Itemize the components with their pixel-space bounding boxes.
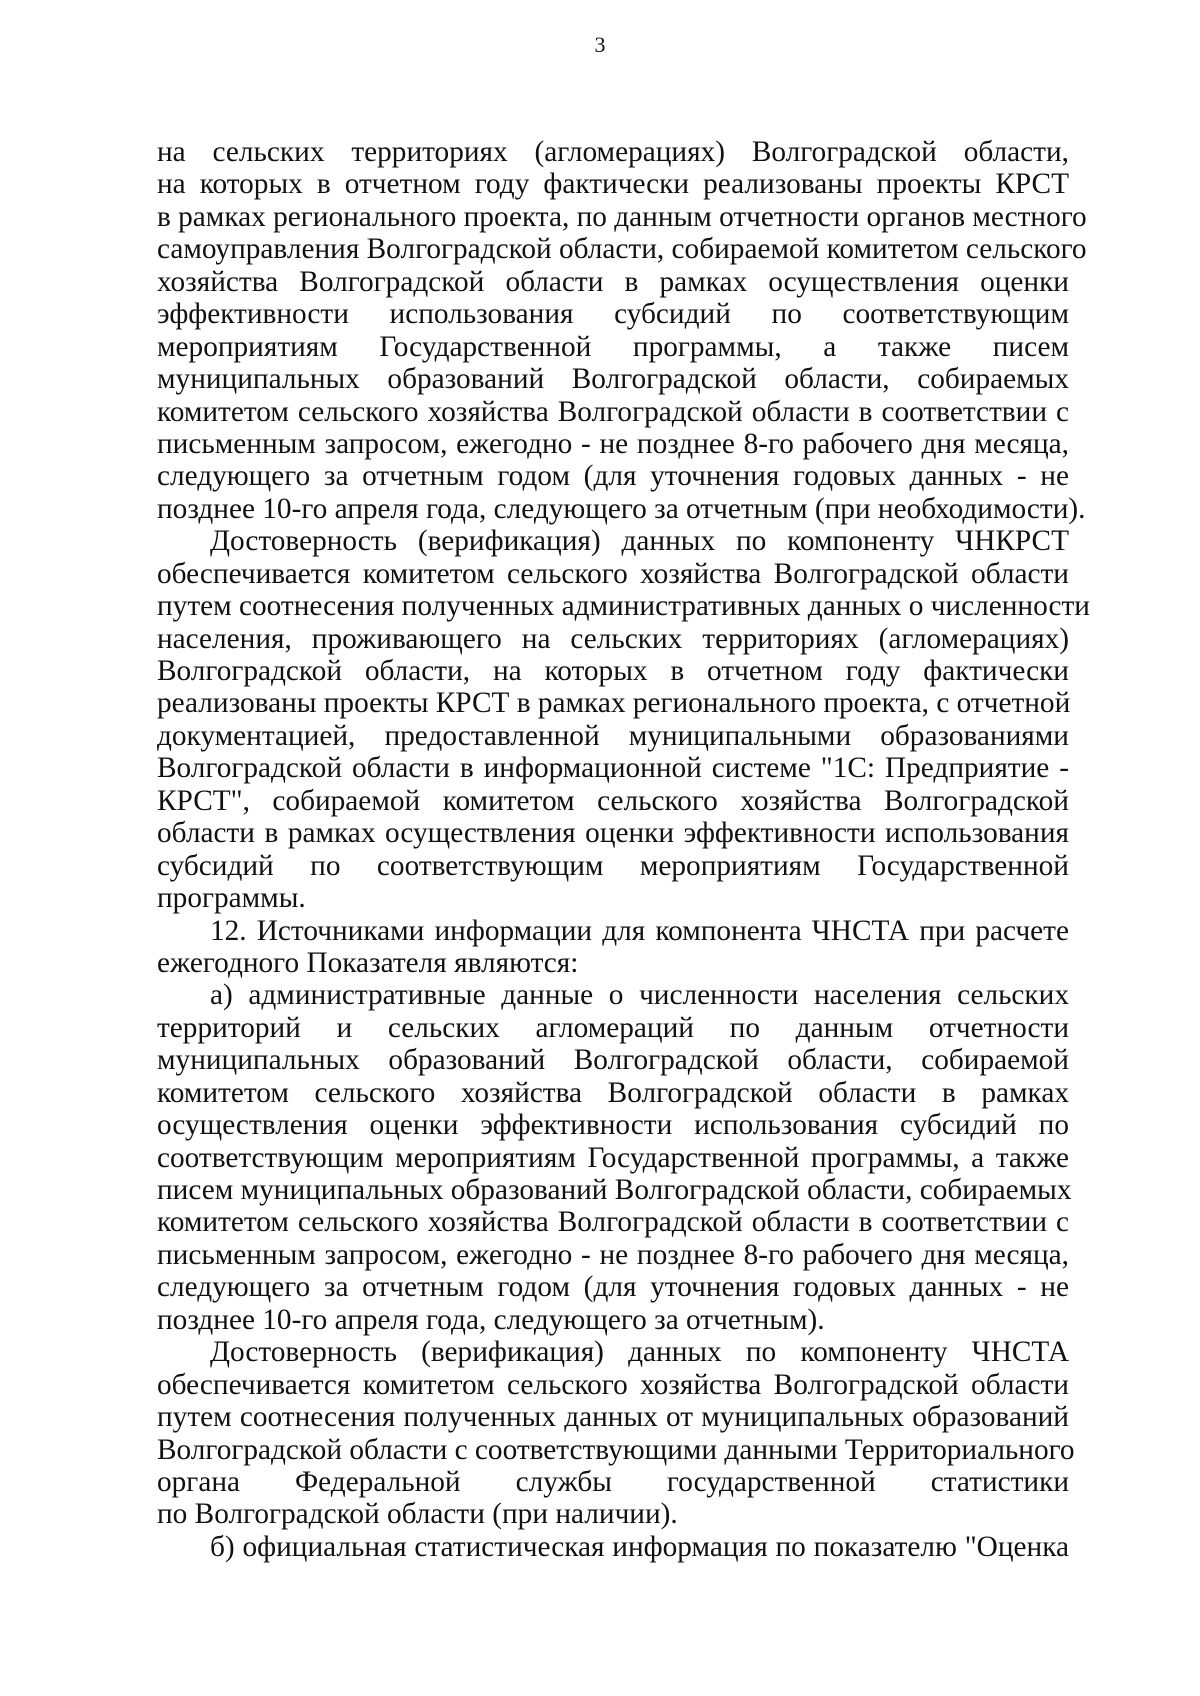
text-line: следующего за отчетным годом (для уточнения годовых данных - не <box>157 1271 1069 1304</box>
text-line: комитетом сельского хозяйства Волгоградской области в соответствии с <box>157 395 1069 428</box>
text-line: субсидий по соответствующим мероприятиям Государственной <box>157 849 1069 882</box>
text-line: Волгоградской области, на которых в отчетном году фактически <box>157 655 1069 687</box>
text-line: письменным запросом, ежегодно - не позднее 8-го рабочего дня месяца, <box>157 427 1069 460</box>
document-body <box>157 136 1090 1563</box>
text-line: Волгоградской области в информационной системе "1С: Предприятие - <box>157 752 1069 785</box>
text-line: на которых в отчетном году фактически реализованы проекты КРСТ <box>157 168 1069 201</box>
text-line: мероприятиям Государственной программы, а также писем <box>157 330 1069 363</box>
text-line: органа Федеральной службы государственной статистики <box>157 1465 1069 1498</box>
text-line: муниципальных образований Волгоградской области, собираемой <box>157 1044 1069 1077</box>
text-line: реализованы проекты КРСТ в рамках регионального проекта, с отчетной <box>157 687 1071 720</box>
text-line: программы. <box>157 882 306 915</box>
text-line: области в рамках осуществления оценки эффективности использования <box>157 817 1069 850</box>
text-line: Волгоградской области с соответствующими данными Территориального <box>157 1433 1075 1466</box>
text-line: позднее 10-го апреля года, следующего за отчетным). <box>157 1303 825 1336</box>
text-line: на сельских территориях (агломерациях) Волгоградской области, <box>157 136 1069 168</box>
text-line: обеспечивается комитетом сельского хозяйства Волгоградской области <box>157 1368 1069 1401</box>
text-line: соответствующим мероприятиям Государственной программы, а также <box>157 1141 1069 1174</box>
text-line: обеспечивается комитетом сельского хозяйства Волгоградской области <box>157 557 1069 590</box>
text-line: хозяйства Волгоградской области в рамках осуществления оценки <box>157 265 1069 298</box>
text-line: путем соотнесения полученных данных от муниципальных образований <box>157 1401 1069 1434</box>
text-line: по Волгоградской области (при наличии). <box>157 1498 678 1531</box>
paragraph-first-line: Достоверность (верификация) данных по компоненту ЧНКРСТ <box>210 525 1069 558</box>
text-line: следующего за отчетным годом (для уточнения годовых данных - не <box>157 460 1069 493</box>
text-line: комитетом сельского хозяйства Волгоградской области в рамках <box>157 1076 1069 1109</box>
paragraph-first-line: Достоверность (верификация) данных по компоненту ЧНСТА <box>210 1336 1069 1369</box>
paragraph-first-line: б) официальная статистическая информация по показателю "Оценка <box>210 1530 1069 1563</box>
paragraph-first-line: 12. Источниками информации для компонента ЧНСТА при расчете <box>210 914 1069 947</box>
text-line: территорий и сельских агломераций по данным отчетности <box>157 1011 1069 1044</box>
text-line: писем муниципальных образований Волгоградской области, собираемых <box>157 1174 1072 1206</box>
text-line: населения, проживающего на сельских территориях (агломерациях) <box>157 622 1069 655</box>
text-line: осуществления оценки эффективности использования субсидий по <box>157 1109 1069 1142</box>
text-line: письменным запросом, ежегодно - не позднее 8-го рабочего дня месяца, <box>157 1238 1069 1271</box>
text-line: КРСТ", собираемой комитетом сельского хозяйства Волгоградской <box>157 784 1069 817</box>
page-number: 3 <box>594 32 606 57</box>
text-line: в рамках регионального проекта, по данным отчетности органов местного <box>157 200 1087 233</box>
text-line: муниципальных образований Волгоградской области, собираемых <box>157 363 1069 396</box>
paragraph-first-line: а) административные данные о численности населения сельских <box>210 979 1069 1012</box>
text-line: ежегодного Показателя являются: <box>157 946 579 979</box>
text-line: позднее 10-го апреля года, следующего за отчетным (при необходимости). <box>157 492 1086 525</box>
text-line: путем соотнесения полученных административных данных о численности <box>157 590 1090 623</box>
text-line: самоуправления Волгоградской области, собираемой комитетом сельского <box>157 233 1087 266</box>
text-line: комитетом сельского хозяйства Волгоградской области в соответствии с <box>157 1206 1069 1239</box>
text-line: эффективности использования субсидий по соответствующим <box>157 298 1069 331</box>
text-line: документацией, предоставленной муниципальными образованиями <box>157 719 1069 752</box>
